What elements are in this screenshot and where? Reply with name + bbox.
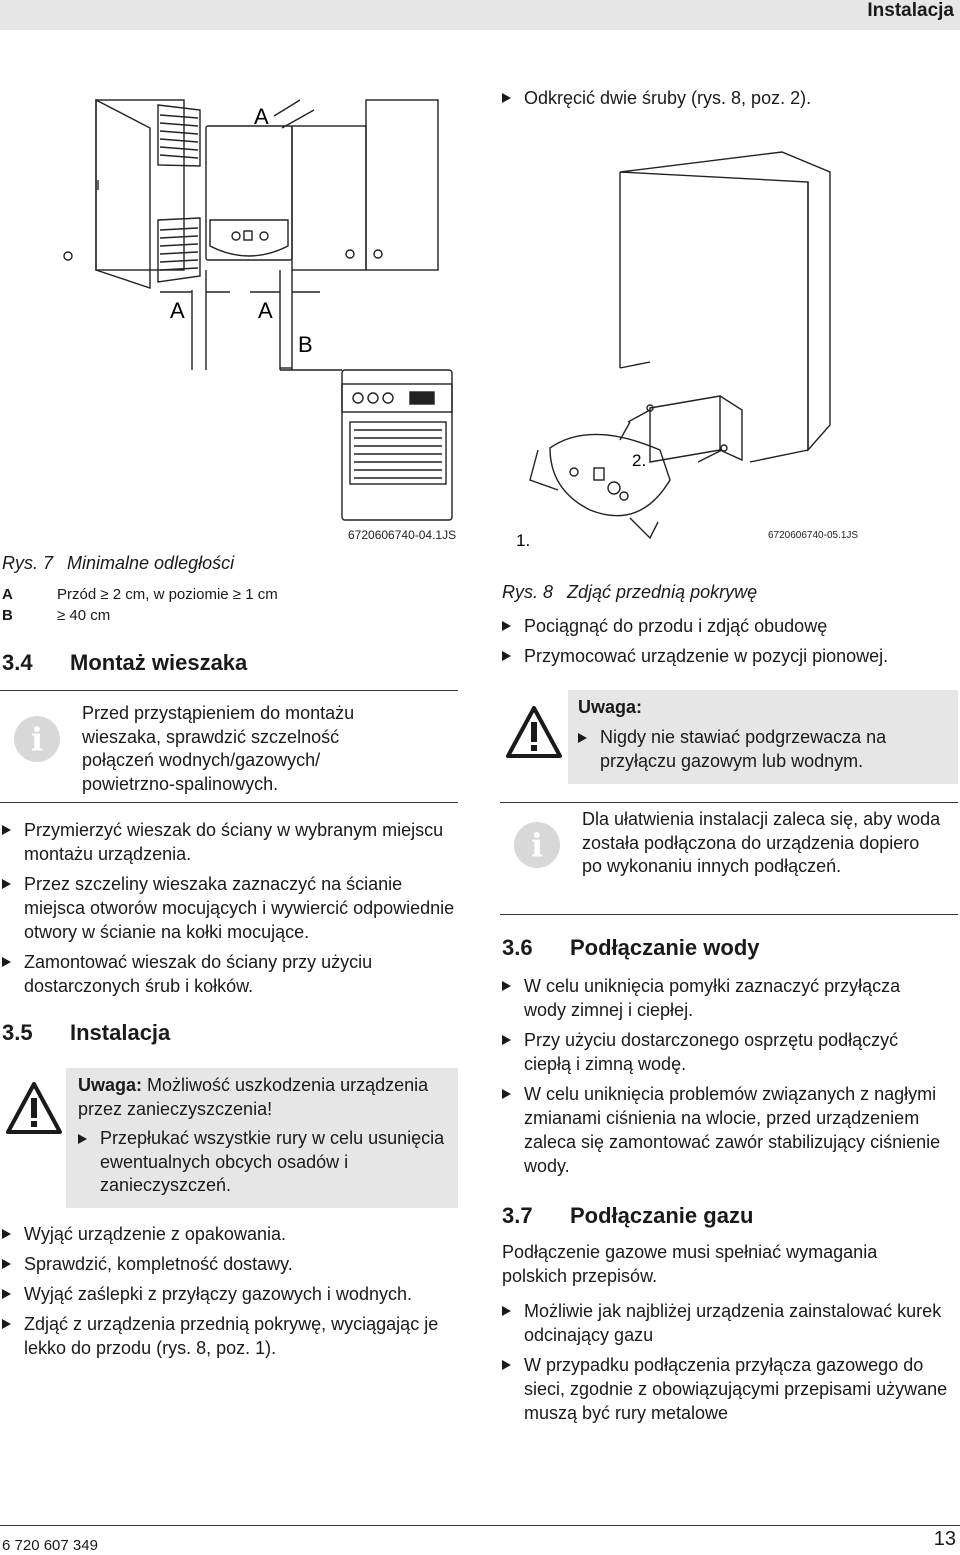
section-3-4-bullets [2, 818, 462, 1004]
warning-triangle-icon [4, 1080, 64, 1141]
figure-7-label-b: B [298, 332, 313, 357]
list-item: Odkręcić dwie śruby (rys. 8, poz. 2). [502, 86, 942, 110]
figure-7-caption [2, 553, 234, 574]
section-number: 3.4 [2, 650, 33, 675]
section-number: 3.5 [2, 1020, 33, 1045]
info-2-bottom-rule [500, 914, 958, 915]
warning-2-title [578, 696, 642, 720]
list-item: W celu uniknięcia pomyłki zaznaczyć przyłącza wody zimnej i ciepłej. [502, 974, 942, 1022]
warning-3-5-text [78, 1074, 438, 1121]
list-item: Wyjąć zaślepki z przyłączy gazowych i wodnych. [2, 1282, 462, 1306]
figure-7-legend [2, 584, 278, 626]
figure-7-code: 6720606740-04.1JS [348, 528, 457, 542]
figure-7 [60, 70, 460, 540]
info-2-text: Dla ułatwienia instalacji zaleca się, aby woda została podłączona do urządzenia dopiero po wykonaniu innych podłączeń. [582, 809, 941, 876]
warning-3-5-bullets [78, 1127, 448, 1204]
legend-row [2, 605, 278, 626]
warning-message: Możliwość uszkodzenia urządzenia przez zanieczyszczenia! [78, 1075, 429, 1119]
list-item: Sprawdzić, kompletność dostawy. [2, 1252, 462, 1276]
info-note-text: Przed przystąpieniem do montażu wieszaka, sprawdzić szczelność połączeń wodnych/gazowych/ powietrzno-spalinowych. [82, 703, 355, 794]
section-title: Podłączanie gazu [570, 1203, 754, 1228]
footer-page-number: 13 [933, 1528, 956, 1550]
list-item: Pociągnąć do przodu i zdjąć obudowę [502, 614, 952, 638]
section-3-4-heading [2, 650, 247, 676]
section-title: Montaż wieszaka [70, 650, 248, 675]
legend-key: B [2, 607, 13, 624]
legend-text: Przód ≥ 2 cm, w poziomie ≥ 1 cm [57, 586, 278, 603]
header-bar [0, 0, 960, 30]
figure-8-label-2: 2. [632, 451, 647, 470]
section-3-6-heading [502, 935, 760, 961]
figure-8 [510, 150, 850, 550]
warning-2-bullets [578, 726, 948, 779]
list-item: Zdjąć z urządzenia przednią pokrywę, wyciągając je lekko do przodu (rys. 8, poz. 1). [2, 1312, 462, 1360]
figure-7-label-a-right: A [258, 298, 273, 323]
figure-8-caption [502, 582, 757, 603]
figure-8-bullets [502, 614, 952, 674]
figure-7-label-a-left: A [170, 298, 185, 323]
legend-text: ≥ 40 cm [57, 607, 111, 624]
section-3-5-heading [2, 1020, 170, 1046]
figure-7-caption-number: Rys. 7 [2, 553, 54, 573]
list-item: Nigdy nie stawiać podgrzewacza na przyłączu gazowym lub wodnym. [578, 726, 948, 773]
figure-8-drawing [510, 150, 850, 550]
section-title: Podłączanie wody [570, 935, 760, 960]
section-3-5-bullets [2, 1222, 462, 1366]
right-top-bullets [502, 86, 942, 116]
section-number: 3.6 [502, 935, 533, 960]
section-3-7-intro: Podłączenie gazowe musi spełniać wymagania polskich przepisów. [502, 1242, 878, 1286]
info-2-top-rule [500, 802, 958, 803]
legend-row [2, 584, 278, 605]
section-title: Instalacja [70, 1020, 171, 1045]
section-3-7-bullets [502, 1299, 958, 1431]
list-item: Zamontować wieszak do ściany przy użyciu dostarczonych śrub i kołków. [2, 950, 462, 998]
legend-key: A [2, 586, 13, 603]
info-icon: i [14, 716, 60, 762]
info-note-bottom-rule [0, 802, 458, 803]
figure-8-code: 6720606740-05.1JS [768, 530, 859, 541]
list-item: W przypadku podłączenia przyłącza gazowego do sieci, zgodnie z obowiązującymi przepisami używane muszą być rury metalowe [502, 1353, 958, 1425]
footer-document-code: 6 720 607 349 [2, 1537, 98, 1554]
figure-8-caption-number: Rys. 8 [502, 582, 554, 602]
list-item: Przy użyciu dostarczonego osprzętu podłączyć ciepłą i zimną wodę. [502, 1028, 942, 1076]
list-item: Wyjąć urządzenie z opakowania. [2, 1222, 462, 1246]
list-item: Przez szczeliny wieszaka zaznaczyć na ścianie miejsca otworów mocujących i wywiercić odpowiednie otwory w ścianie na kołki mocujące. [2, 872, 462, 944]
list-item: W celu uniknięcia problemów związanych z nagłymi zmianami ciśnienia na wlocie, przed urządzeniem zaleca się zamontować zawór stabilizujący ciśnienie wody. [502, 1082, 942, 1178]
page-header-title: Instalacja [867, 0, 954, 21]
warning-title: Uwaga: [578, 697, 643, 717]
section-3-7-heading [502, 1203, 753, 1229]
figure-7-label-a-top: A [254, 104, 269, 129]
figure-7-caption-text: Minimalne odległości [67, 553, 235, 573]
info-note-top-rule [0, 690, 458, 691]
section-3-6-bullets [502, 974, 942, 1184]
section-number: 3.7 [502, 1203, 533, 1228]
figure-8-label-1: 1. [516, 531, 531, 550]
list-item: Przepłukać wszystkie rury w celu usunięcia ewentualnych obcych osadów i zanieczyszczeń. [78, 1127, 448, 1198]
warning-triangle-icon [504, 704, 564, 765]
list-item: Przymierzyć wieszak do ściany w wybranym miejscu montażu urządzenia. [2, 818, 462, 866]
info-icon: i [514, 822, 560, 868]
figure-8-caption-text: Zdjąć przednią pokrywę [567, 582, 758, 602]
warning-title: Uwaga: [78, 1075, 143, 1095]
figure-7-drawing [60, 70, 460, 540]
list-item: Możliwie jak najbliżej urządzenia zainstalować kurek odcinający gazu [502, 1299, 958, 1347]
list-item: Przymocować urządzenie w pozycji pionowej. [502, 644, 952, 668]
footer-rule [0, 1525, 960, 1526]
